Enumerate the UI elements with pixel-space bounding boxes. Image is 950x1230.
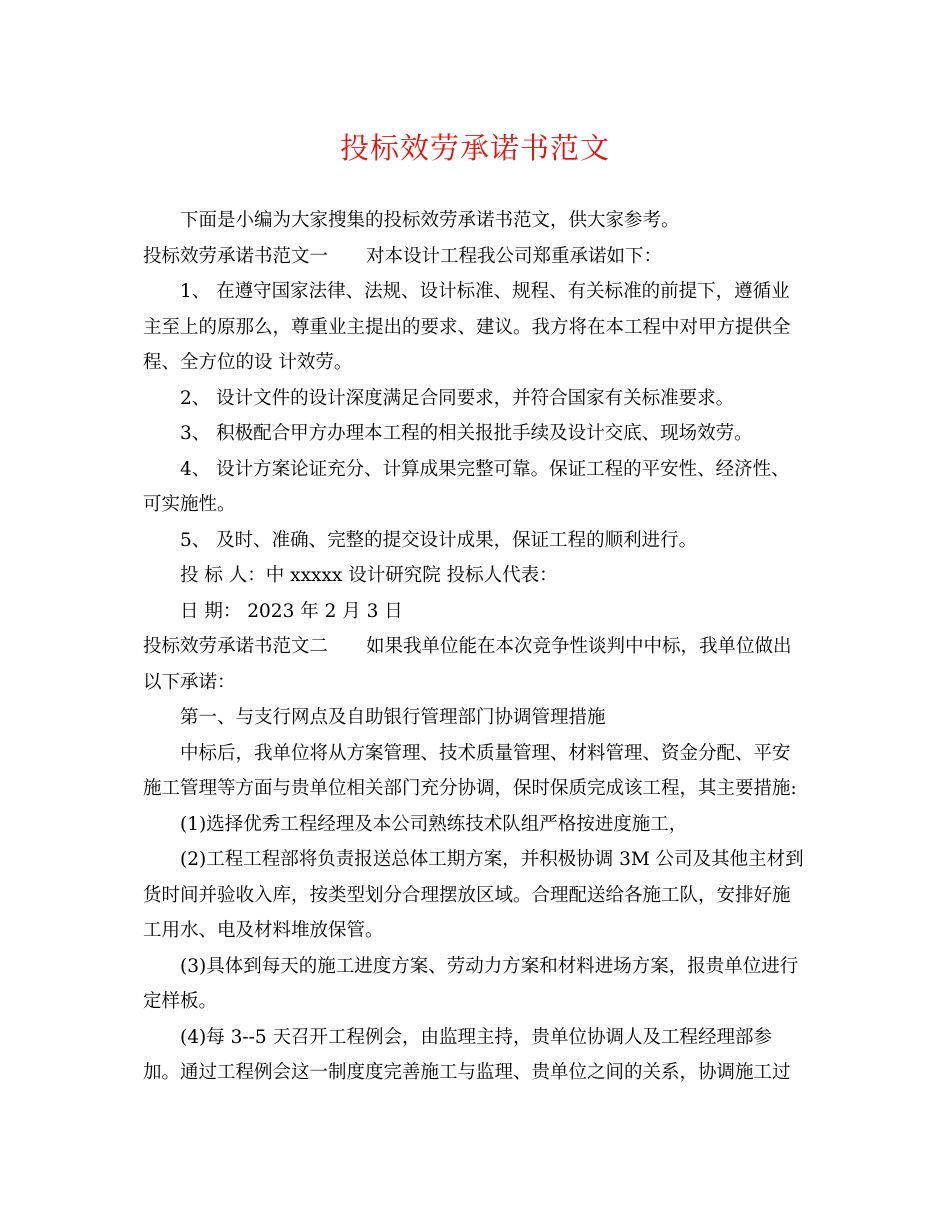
paragraph-line: 下面是小编为大家搜集的投标效劳承诺书范文，供大家参考。 — [180, 210, 680, 231]
paragraph-line: (1)选择优秀工程经理及本公司熟练技术队组严格按进度施工， — [180, 813, 688, 835]
paragraph-line: (2)工程工程部将负责报送总体工期方案，并积极协调 3M 公司及其他主材到 — [180, 849, 804, 870]
paragraph-line: 货时间并验收入库，按类型划分合理摆放区域。合理配送给各施工队，安排好施 — [143, 884, 791, 906]
paragraph-line: 3、 积极配合甲方办理本工程的相关报批手续及设计交底、现场效劳。 — [180, 423, 753, 444]
paragraph-line: 投标效劳承诺书范文二 如果我单位能在本次竞争性谈判中中标，我单位做出 — [143, 636, 792, 657]
paragraph-line: 定样板。 — [143, 991, 218, 1012]
paragraph-line: 1、 在遵守国家法律、法规、设计标准、规程、有关标准的前提下，遵循业 — [180, 281, 790, 302]
paragraph-line: (4)每 3--5 天召开工程例会，由监理主持，贵单位协调人及工程经理部参 — [180, 1026, 773, 1048]
paragraph-line: 日 期： 2023 年 2 月 3 日 — [180, 600, 403, 622]
paragraph-line: 主至上的原那么，尊重业主提出的要求、建议。我方将在本工程中对甲方提供全 — [143, 316, 791, 338]
paragraph-line: 以下承诺： — [143, 671, 236, 693]
paragraph-line: 可实施性。 — [143, 494, 236, 515]
paragraph-line: 投 标 人：中 xxxxx 设计研究院 投标人代表： — [180, 565, 558, 586]
document-title: 投标效劳承诺书范文 — [339, 131, 610, 165]
paragraph-line: 加。通过工程例会这一制度度完善施工与监理、贵单位之间的关系，协调施工过 — [143, 1062, 791, 1083]
paragraph-line: 中标后，我单位将从方案管理、技术质量管理、材料管理、资金分配、平安 — [180, 742, 791, 764]
paragraph-line: 2、 设计文件的设计深度满足合同要求，并符合国家有关标准要求。 — [180, 387, 735, 409]
paragraph-line: 4、 设计方案论证充分、计算成果完整可靠。保证工程的平安性、经济性、 — [180, 458, 790, 480]
document-body — [143, 203, 808, 1091]
paragraph-line: 第一、与支行网点及自助银行管理部门协调管理措施 — [180, 707, 606, 728]
paragraph-line: 投标效劳承诺书范文一 对本设计工程我公司郑重承诺如下： — [143, 245, 663, 267]
paragraph-line: 工用水、电及材料堆放保管。 — [143, 920, 384, 941]
paragraph-line: 程、全方位的设 计效劳。 — [143, 352, 353, 373]
section-heading: 投标效劳承诺书范文二 — [143, 636, 329, 657]
paragraph-line: 施工管理等方面与贵单位相关部门充分协调，保时保质完成该工程，其主要措施: — [143, 778, 797, 799]
paragraph-line: (3)具体到每天的施工进度方案、劳动力方案和材料进场方案，报贵单位进行 — [180, 955, 799, 977]
section-heading: 投标效劳承诺书范文一 — [143, 245, 329, 267]
paragraph-line: 5、 及时、准确、完整的提交设计成果，保证工程的顺利进行。 — [180, 529, 698, 551]
